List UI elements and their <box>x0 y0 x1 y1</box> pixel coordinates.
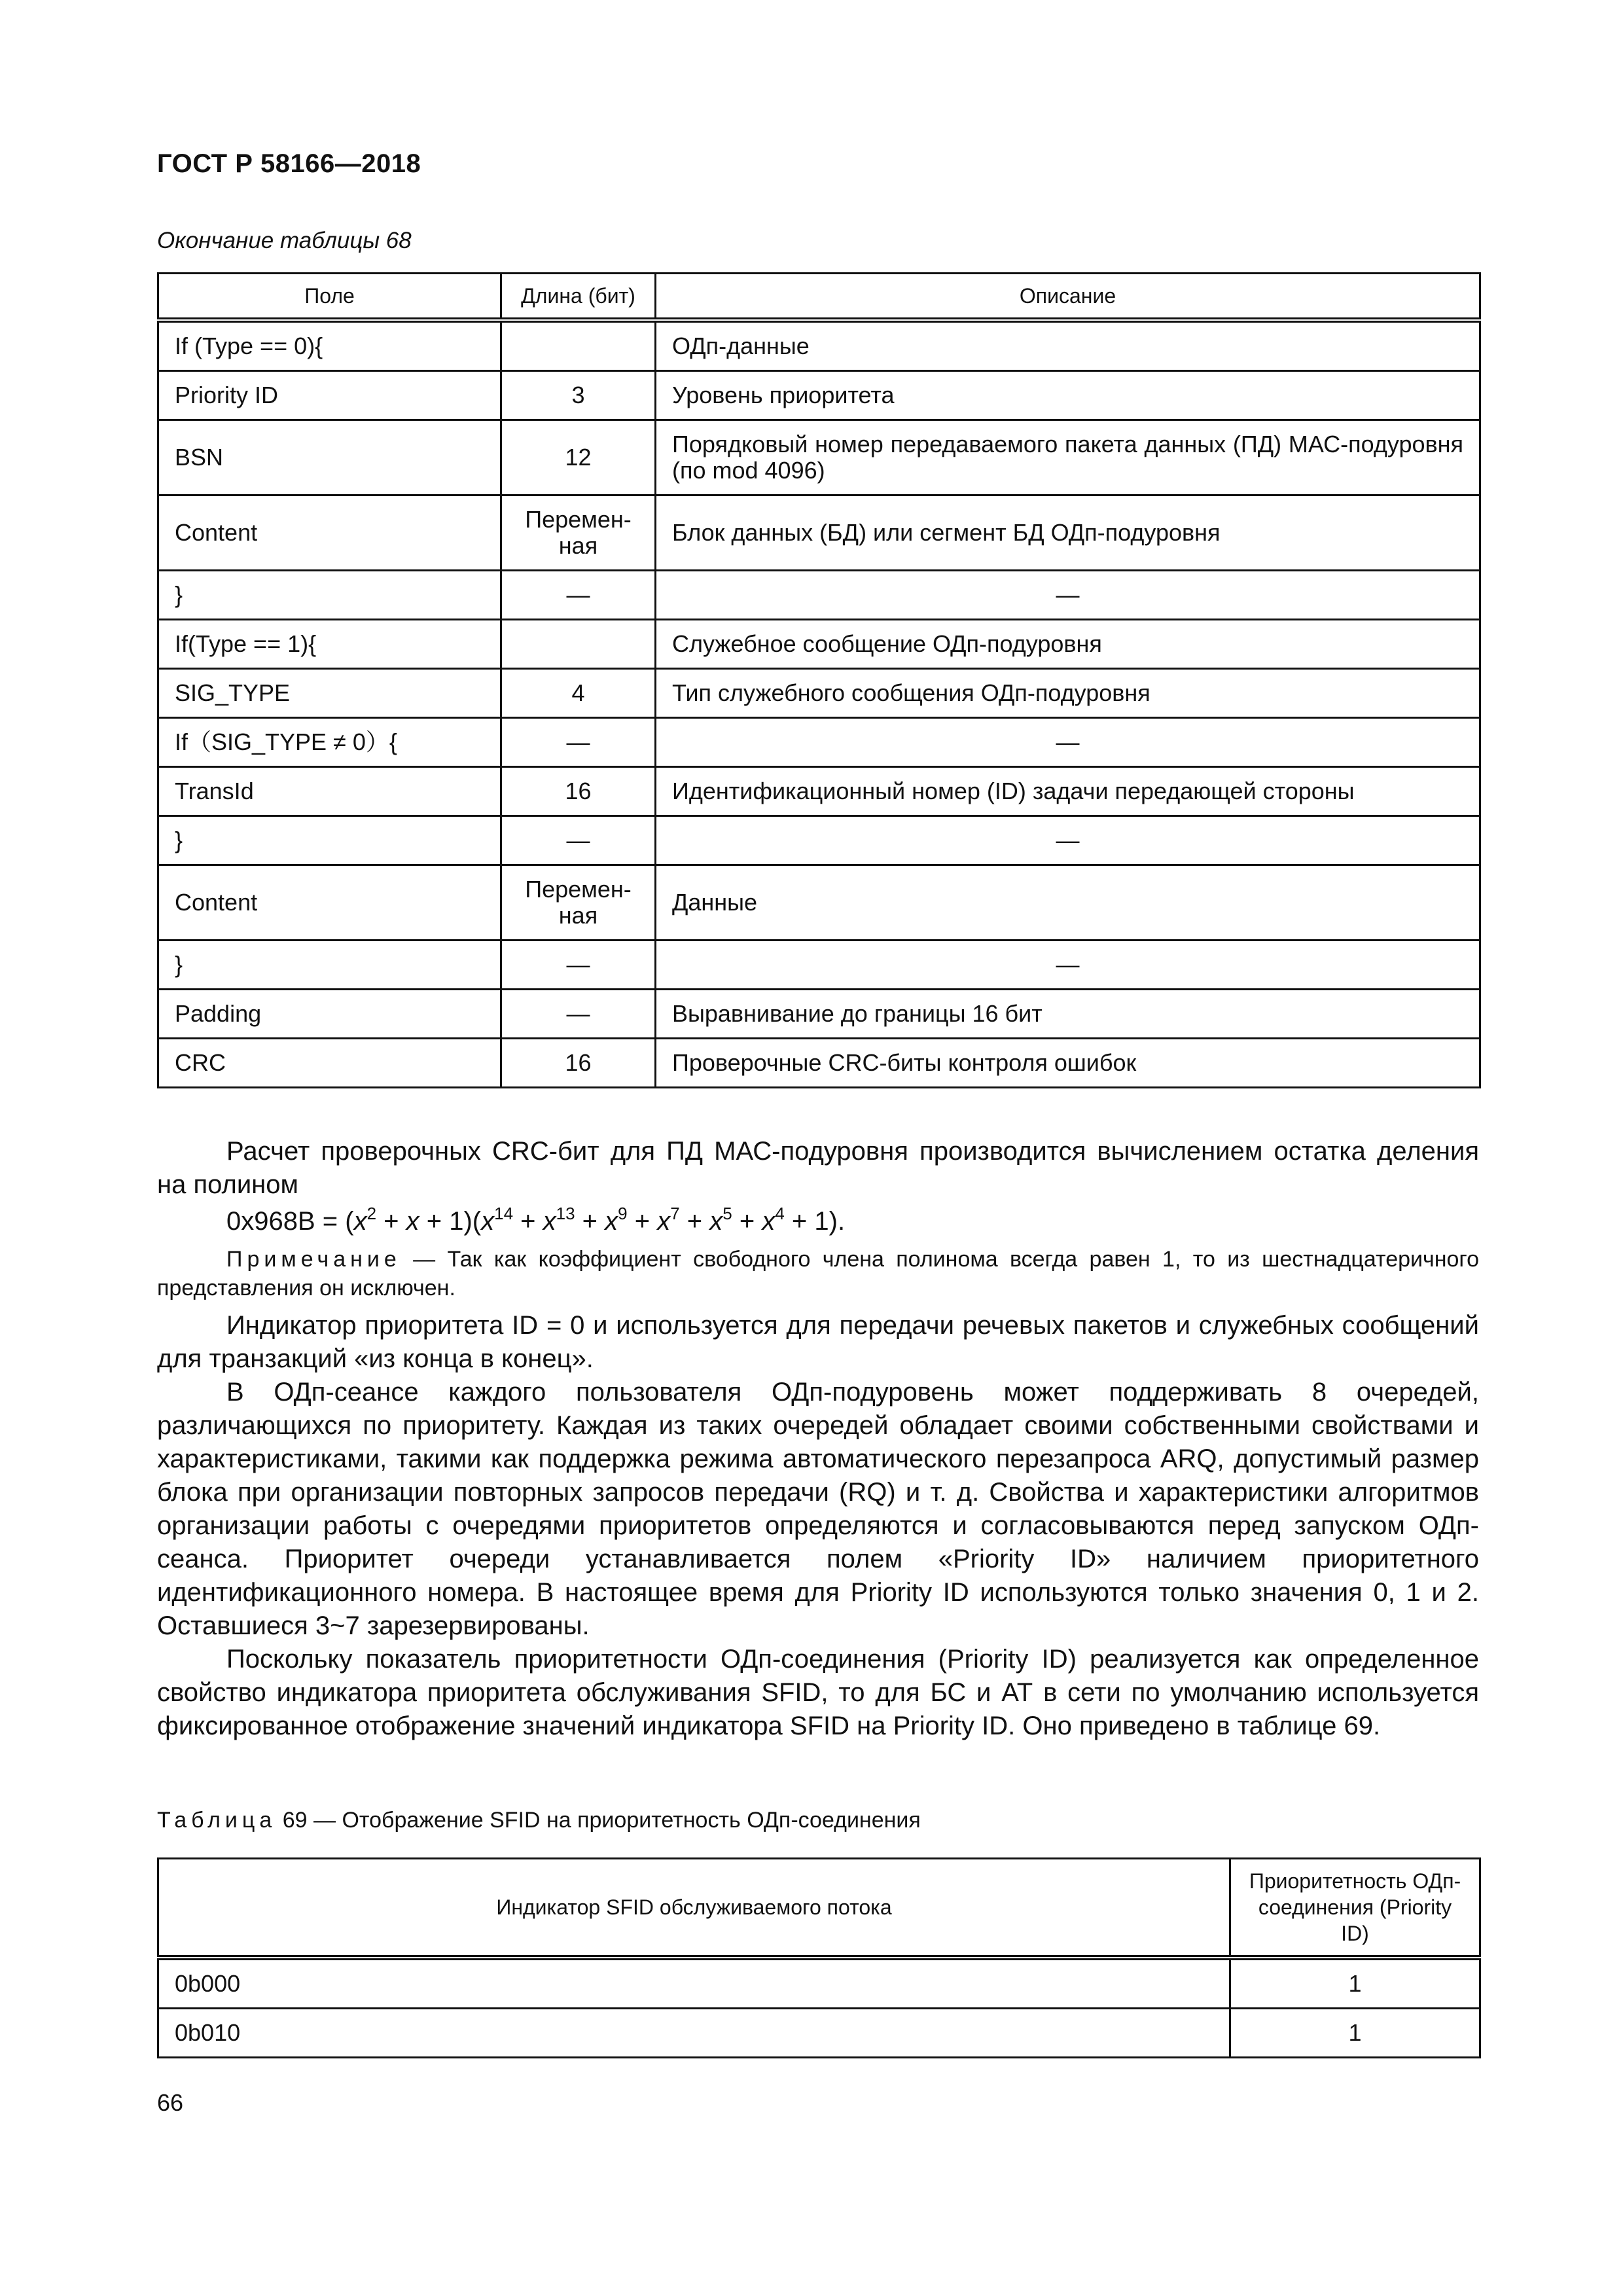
cell-priority: 1 <box>1230 2009 1480 2058</box>
cell-field: SIG_TYPE <box>158 669 501 718</box>
cell-description: Выравнивание до границы 16 бит <box>656 990 1480 1039</box>
cell-field: } <box>158 816 501 865</box>
cell-field: If（SIG_TYPE ≠ 0）{ <box>158 718 501 767</box>
cell-length: 12 <box>501 420 656 495</box>
note <box>157 1245 1479 1302</box>
cell-length: 16 <box>501 767 656 816</box>
cell-field: Priority ID <box>158 371 501 420</box>
note-text: — Так как коэффициент свободного члена полинома всегда равен 1, то из шестнадцатеричного представления он исключен. <box>157 1247 1479 1300</box>
table-row <box>158 865 1480 941</box>
table-row <box>158 669 1480 718</box>
table-68 <box>157 272 1481 1088</box>
cell-length: 4 <box>501 669 656 718</box>
cell-description: Данные <box>656 865 1480 941</box>
cell-length: 3 <box>501 371 656 420</box>
standard-header: ГОСТ Р 58166—2018 <box>157 149 421 178</box>
table-row <box>158 1039 1480 1088</box>
cell-description: — <box>656 941 1480 990</box>
cell-length: — <box>501 816 656 865</box>
column-header-sfid: Индикатор SFID обслуживаемого потока <box>158 1859 1230 1958</box>
cell-priority: 1 <box>1230 1958 1480 2009</box>
cell-field: If (Type == 0){ <box>158 320 501 371</box>
cell-sfid: 0b010 <box>158 2009 1230 2058</box>
paragraph-sfid-mapping: Поскольку показатель приоритетности ОДп-соединения (Priority ID) реализуется как определенное свойство индикатора приоритета обслуживания SFID, то для БС и АТ в сети по умолчанию используется фиксированное отображение значений индикатора SFID на Priority ID. Оно приведено в таблице 69. <box>157 1645 1479 1740</box>
polynomial-formula: $0x968B = (x^2 + x + 1)(x^{14} + x^{13} + x^9 + x^7 + x^5 + x^4 + 1)$. <box>226 1204 846 1236</box>
paragraph-queues: В ОДп-сеансе каждого пользователя ОДп-подуровень может поддерживать 8 очередей, различающихся по приоритету. Каждая из таких очередей обладает своими собственными свойствами и характеристиками, такими как поддержка режима автоматического перезапроса ARQ, допустимый размер блока при организации повторных запросов передачи (RQ) и т. д. Свойства и характеристики алгоритмов организации работы с очередями приоритетов определяются и согласовываются перед запуском ОДп-сеанса. Приоритет очереди устанавливается полем «Priority ID» наличием приоритетного идентификационного номера. В настоящее время для Priority ID используются только значения 0, 1 и 2. Оставшиеся 3~7 зарезервированы. <box>157 1378 1479 1640</box>
cell-length: — <box>501 941 656 990</box>
table-continuation-caption: Окончание таблицы 68 <box>157 228 412 253</box>
cell-field: Content <box>158 495 501 571</box>
cell-field: } <box>158 571 501 620</box>
cell-field: CRC <box>158 1039 501 1088</box>
table-69 <box>157 1857 1481 2058</box>
table-row <box>158 2009 1480 2058</box>
table-row <box>158 718 1480 767</box>
column-header-description: Описание <box>656 274 1480 321</box>
cell-description: Идентификационный номер (ID) задачи передающей стороны <box>656 767 1480 816</box>
cell-length: 16 <box>501 1039 656 1088</box>
cell-description: Блок данных (БД) или сегмент БД ОДп-подуровня <box>656 495 1480 571</box>
cell-description: Порядковый номер передаваемого пакета данных (ПД) МАС-подуровня (по mod 4096) <box>656 420 1480 495</box>
cell-length: Перемен-ная <box>501 495 656 571</box>
table-row <box>158 941 1480 990</box>
paragraph-priority-indicator: Индикатор приоритета ID = 0 и используется для передачи речевых пакетов и служебных сообщений для транзакций «из конца в конец». <box>157 1311 1479 1373</box>
column-header-priority: Приоритетность ОДп-соединения (Priority ID) <box>1230 1859 1480 1958</box>
cell-field: Padding <box>158 990 501 1039</box>
cell-description: — <box>656 571 1480 620</box>
cell-field: Content <box>158 865 501 941</box>
page-number: 66 <box>157 2089 184 2116</box>
note-label: Примечание <box>226 1247 401 1272</box>
body-text <box>157 1135 1479 1743</box>
table-row <box>158 990 1480 1039</box>
table-row <box>158 571 1480 620</box>
cell-description: ОДп-данные <box>656 320 1480 371</box>
table-row <box>158 371 1480 420</box>
cell-description: — <box>656 816 1480 865</box>
cell-description: Служебное сообщение ОДп-подуровня <box>656 620 1480 669</box>
cell-description: Уровень приоритета <box>656 371 1480 420</box>
table-row <box>158 816 1480 865</box>
cell-length <box>501 320 656 371</box>
cell-field: BSN <box>158 420 501 495</box>
cell-description: Проверочные CRC-биты контроля ошибок <box>656 1039 1480 1088</box>
cell-length: Перемен-ная <box>501 865 656 941</box>
cell-field: If(Type == 1){ <box>158 620 501 669</box>
cell-length <box>501 620 656 669</box>
cell-description: — <box>656 718 1480 767</box>
paragraph-crc: Расчет проверочных CRC-бит для ПД МАС-подуровня производится вычислением остатка деления на полином <box>157 1137 1479 1199</box>
cell-length: — <box>501 718 656 767</box>
cell-field: } <box>158 941 501 990</box>
cell-length: — <box>501 571 656 620</box>
cell-sfid: 0b000 <box>158 1958 1230 2009</box>
cell-description: Тип служебного сообщения ОДп-подуровня <box>656 669 1480 718</box>
column-header-length: Длина (бит) <box>501 274 656 321</box>
cell-field: TransId <box>158 767 501 816</box>
table-header-row <box>158 1859 1480 1958</box>
table-header-row <box>158 274 1480 321</box>
table-69-caption: Таблица 69 — Отображение SFID на приоритетность ОДп-соединения <box>157 1808 921 1833</box>
table-row <box>158 320 1480 371</box>
table-row <box>158 1958 1480 2009</box>
table-row <box>158 620 1480 669</box>
table-row <box>158 420 1480 495</box>
table-row <box>158 767 1480 816</box>
column-header-field: Поле <box>158 274 501 321</box>
cell-length: — <box>501 990 656 1039</box>
table-row <box>158 495 1480 571</box>
